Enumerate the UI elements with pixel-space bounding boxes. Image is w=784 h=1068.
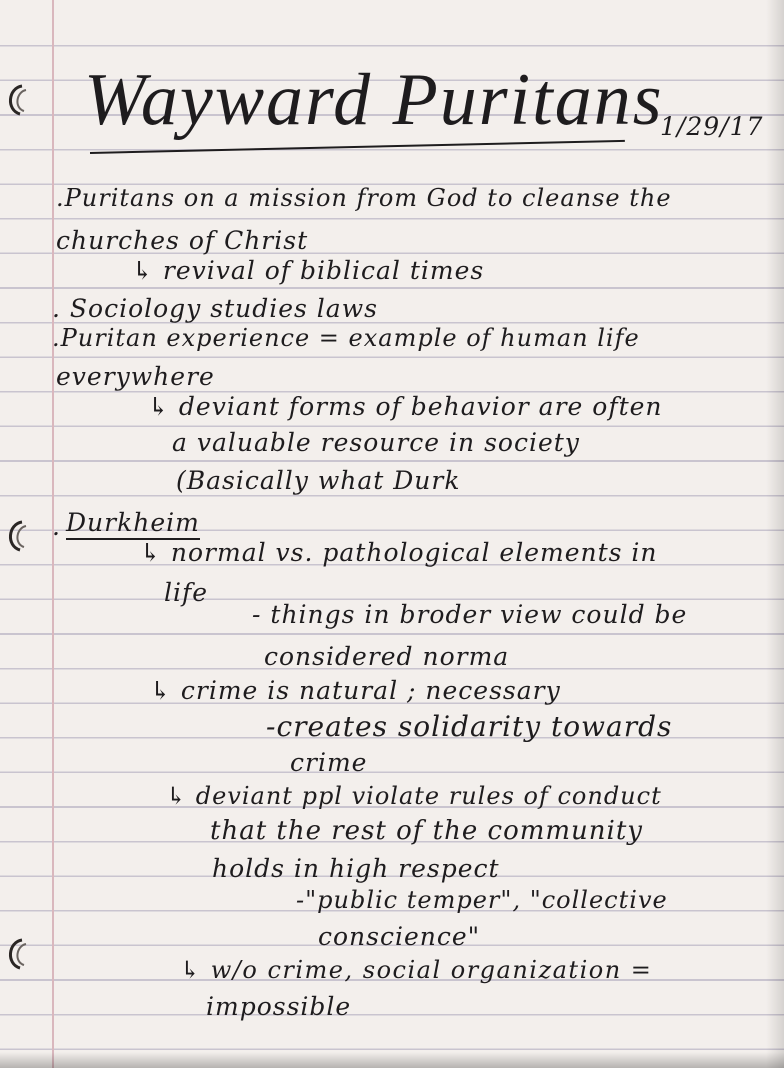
binder-hole-icon: [2, 936, 30, 972]
note-line: .Puritan experience = example of human life: [52, 324, 640, 352]
note-line: holds in high respect: [212, 854, 500, 883]
binder-hole-icon: [2, 82, 30, 118]
note-line: considered norma: [264, 642, 510, 671]
note-line: (Basically what Durk: [176, 466, 461, 495]
heading-text: Durkheim: [66, 508, 200, 540]
binder-hole-icon: [2, 518, 30, 554]
note-line: ↳ deviant ppl violate rules of conduct: [166, 782, 662, 810]
note-line: . Sociology studies laws: [52, 294, 378, 323]
page-bottom-shadow: [0, 1052, 784, 1068]
bullet: .: [52, 512, 61, 541]
note-line: conscience": [318, 922, 481, 951]
note-line: that the rest of the community: [210, 816, 643, 846]
note-line: ↳ deviant forms of behavior are often: [148, 392, 663, 421]
note-date: 1/29/17: [660, 112, 764, 141]
note-line: everywhere: [56, 362, 215, 391]
note-line: -"public temper", "collective: [296, 886, 668, 914]
note-line: ↳ crime is natural ; necessary: [150, 676, 561, 705]
page-edge-shadow: [766, 0, 784, 1068]
note-line: ↳ w/o crime, social organization =: [180, 956, 653, 984]
note-line: ↳ revival of biblical times: [132, 256, 485, 285]
note-line: a valuable resource in society: [172, 428, 580, 457]
note-line: -creates solidarity towards: [266, 710, 673, 743]
note-line: - things in broder view could be: [252, 600, 688, 629]
note-line: impossible: [206, 992, 352, 1021]
note-line: crime: [290, 748, 368, 777]
note-line: .Puritans on a mission from God to cleanse the: [56, 184, 672, 212]
note-line: life: [164, 578, 209, 607]
note-line: ↳ normal vs. pathological elements in: [140, 538, 658, 567]
page-title: Wayward Puritans: [84, 59, 664, 141]
heading-durkheim: [66, 508, 200, 537]
note-line: churches of Christ: [56, 226, 309, 255]
